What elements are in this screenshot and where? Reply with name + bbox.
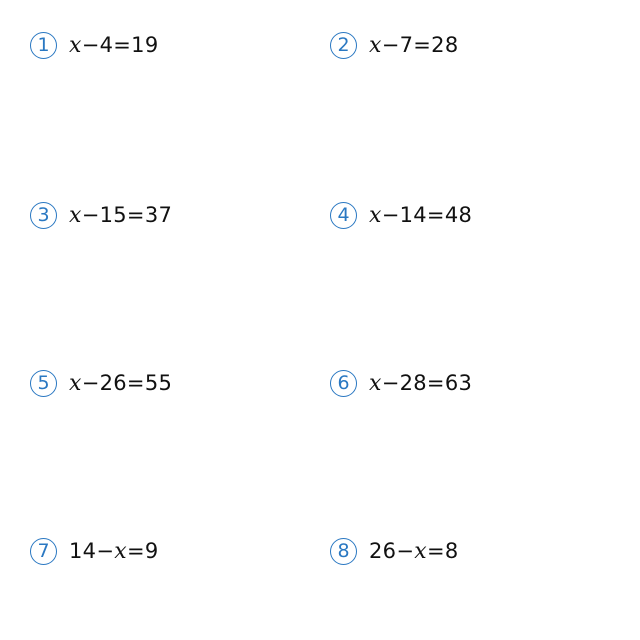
problem-number-badge: 4 [330,202,357,229]
equation-left: 26− [369,538,415,563]
problem-8 [330,536,459,566]
variable-x: x [369,32,382,58]
problem-4 [330,200,472,230]
equation-rest: =9 [126,538,159,563]
problem-number-badge: 8 [330,538,357,565]
problem-number-badge: 7 [30,538,57,565]
problem-number-badge: 3 [30,202,57,229]
variable-x: x [69,32,82,58]
equation-rest: −4=19 [81,32,159,57]
equation [369,203,472,228]
cut-off-header-text [0,0,640,8]
equation-left: 14− [69,538,115,563]
equation [69,371,172,396]
equation-rest: =8 [426,538,459,563]
problem-7 [30,536,159,566]
problem-5 [30,368,172,398]
variable-x: x [114,538,127,564]
problem-3 [30,200,172,230]
equation [69,33,159,58]
equation-rest: −26=55 [81,370,173,395]
problem-6 [330,368,472,398]
equation [369,539,459,564]
equation [369,371,472,396]
equation [369,33,459,58]
equation [69,539,159,564]
problem-2 [330,30,459,60]
equation-rest: −14=48 [381,202,473,227]
problem-number-badge: 5 [30,370,57,397]
variable-x: x [69,370,82,396]
variable-x: x [369,370,382,396]
problem-number-badge: 1 [30,32,57,59]
variable-x: x [369,202,382,228]
variable-x: x [69,202,82,228]
equation-rest: −28=63 [381,370,473,395]
problem-1 [30,30,159,60]
equation [69,203,172,228]
equation-rest: −7=28 [381,32,459,57]
problem-number-badge: 6 [330,370,357,397]
problem-number-badge: 2 [330,32,357,59]
equation-rest: −15=37 [81,202,173,227]
variable-x: x [414,538,427,564]
